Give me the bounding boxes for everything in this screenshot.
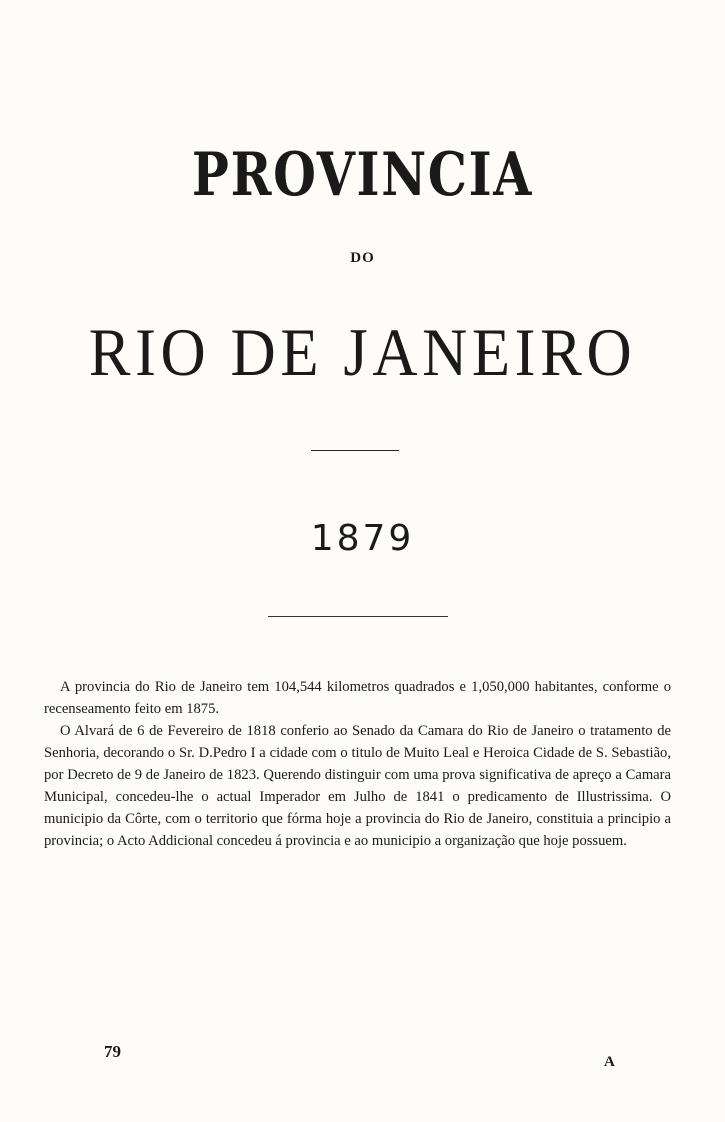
title-do: DO <box>350 250 375 266</box>
title-provincia: PROVINCIA <box>191 140 534 210</box>
paragraph: A provincia do Rio de Janeiro tem 104,544 kilometros quadrados e 1,050,000 habitantes, conforme o recenseamento feito em 1875. <box>44 679 671 717</box>
body-text <box>44 676 671 852</box>
page-number: 79 <box>104 1042 121 1061</box>
decorative-rule-bottom <box>268 616 448 617</box>
decorative-rule-top <box>311 450 399 451</box>
title-rio-de-janeiro: RIO DE JANEIRO <box>88 314 637 390</box>
year-label: 1879 <box>310 518 415 559</box>
signature-mark: A <box>604 1054 615 1070</box>
paragraph: O Alvará de 6 de Fevereiro de 1818 conferio ao Senado da Camara do Rio de Janeiro o tratamento de Senhoria, decorando o Sr. D.Pedro I a cidade com o titulo de Muito Leal e Heroica Cidade de S. Sebastião, por Decreto de 9 de Janeiro de 1823. Querendo distinguir com uma prova significativa de apreço a Camara Municipal, concedeu-lhe o actual Imperador em Julho de 1841 o predicamento de Illustrissima. O municipio da Côrte, com o territorio que fórma hoje a provincia do Rio de Janeiro, constituia a principio a provincia; o Acto Addicional concedeu á provincia e ao municipio a organização que hoje possuem. <box>44 723 671 849</box>
